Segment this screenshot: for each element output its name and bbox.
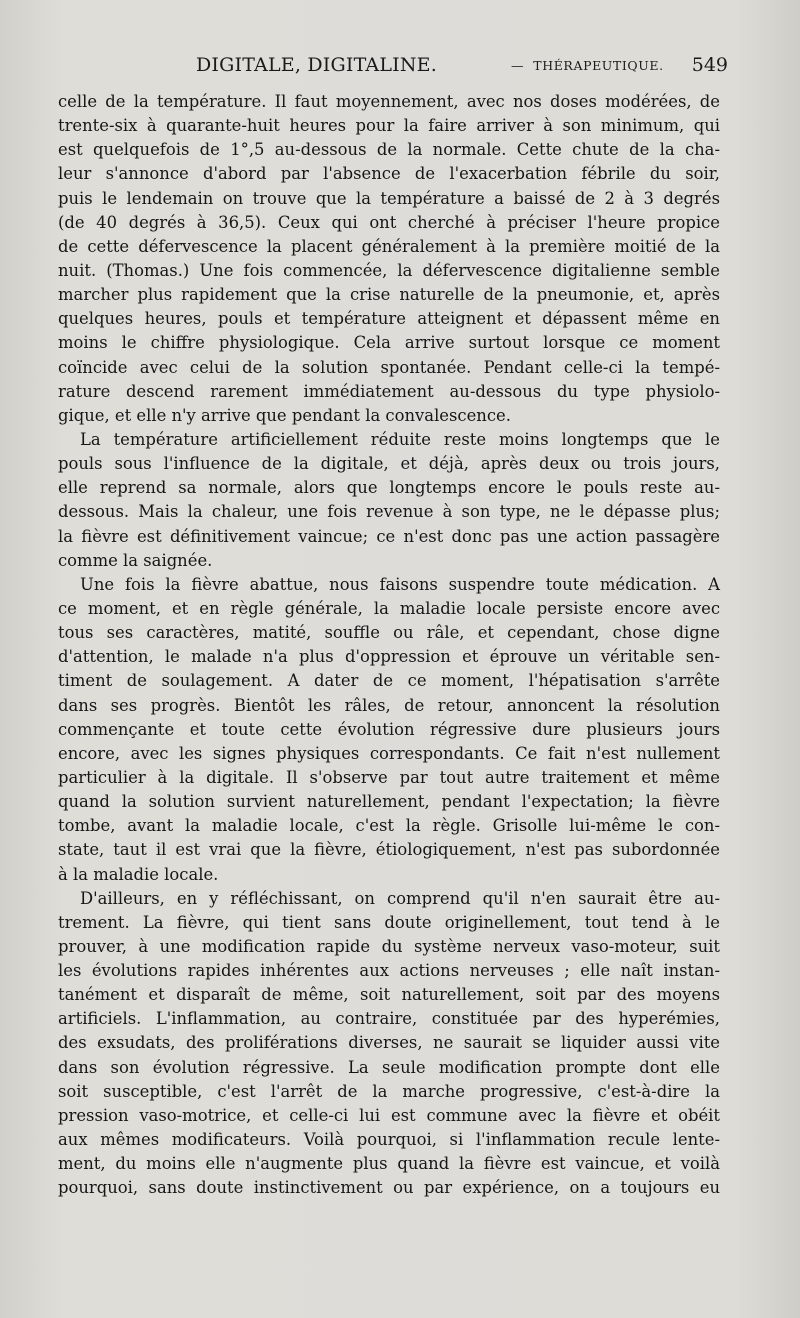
text-line: encore, avec les signes physiques correspondants. Ce fait n'est nullement [58,743,720,763]
running-head-subtitle [511,58,664,73]
text-line: puis le lendemain on trouve que la température a baissé de 2 à 3 degrés [58,188,720,208]
text-line: ce moment, et en règle générale, la maladie locale persiste encore avec [58,598,720,618]
text-line: des exsudats, des proliférations diverses, ne saurait se liquider aussi vite [58,1033,720,1053]
text-line: Une fois la fièvre abattue, nous faisons suspendre toute médication. A [80,574,720,594]
text-line: trement. La fièvre, qui tient sans doute originellement, tout tend à le [58,912,720,932]
text-line: comme la saignée. [58,550,213,570]
text-line: quand la solution survient naturellement, pendant l'expectation; la fièvre [58,792,720,812]
running-head [58,54,728,84]
text-line: dans son évolution régressive. La seule modification prompte dont elle [58,1057,720,1077]
text-line: tanément et disparaît de même, soit naturellement, soit par des moyens [58,985,720,1005]
text-line: de cette défervescence la placent généralement à la première moitié de la [58,236,720,256]
running-head-section: THÉRAPEUTIQUE. [533,58,664,73]
text-line: elle reprend sa normale, alors que longtemps encore le pouls reste au- [58,478,720,498]
text-line: tous ses caractères, matité, souffle ou râle, et cependant, chose digne [58,623,720,643]
text-line: pourquoi, sans doute instinctivement ou par expérience, on a toujours eu [58,1178,720,1198]
running-head-dash: — [511,58,525,73]
text-line: pouls sous l'influence de la digitale, et déjà, après deux ou trois jours, [58,454,720,474]
text-line: rature descend rarement immédiatement au-dessous du type physiolo- [58,381,720,401]
page-number: 549 [691,54,728,76]
text-line: marcher plus rapidement que la crise naturelle de la pneumonie, et, après [58,285,720,305]
text-line: soit susceptible, c'est l'arrêt de la marche progressive, c'est-à-dire la [58,1081,720,1101]
text-line: coïncide avec celui de la solution spontanée. Pendant celle-ci la tempé- [58,357,720,377]
text-line: celle de la température. Il faut moyennement, avec nos doses modérées, de [58,92,720,111]
text-line: à la maladie locale. [58,864,219,884]
text-line: quelques heures, pouls et température atteignent et dépassent même en [58,309,720,329]
text-line: leur s'annonce d'abord par l'absence de l'exacerbation fébrile du soir, [58,164,720,184]
text-line: La température artificiellement réduite reste moins longtemps que le [80,429,720,449]
text-line: state, taut il est vrai que la fièvre, étiologiquement, n'est pas subordonnée [58,840,720,860]
text-line: dessous. Mais la chaleur, une fois revenue à son type, ne le dépasse plus; [58,502,720,522]
text-line: aux mêmes modificateurs. Voilà pourquoi, si l'inflammation recule lente- [58,1130,720,1150]
text-line: (de 40 degrés à 36,5). Ceux qui ont cherché à préciser l'heure propice [58,212,720,232]
text-line: commençante et toute cette évolution régressive dure plusieurs jours [58,719,720,739]
text-line: nuit. (Thomas.) Une fois commencée, la défervescence digitalienne semble [58,260,720,280]
text-line: D'ailleurs, en y réfléchissant, on comprend qu'il n'en saurait être au- [80,888,720,908]
text-line: artificiels. L'inflammation, au contraire, constituée par des hyperémies, [58,1009,720,1029]
text-line: gique, et elle n'y arrive que pendant la convalescence. [58,405,511,425]
text-line: pression vaso-motrice, et celle-ci lui est commune avec la fièvre et obéit [58,1105,720,1125]
text-line: ment, du moins elle n'augmente plus quand la fièvre est vaincue, et voilà [58,1154,720,1174]
text-line: timent de soulagement. A dater de ce moment, l'hépatisation s'arrête [58,671,720,691]
text-line: tombe, avant la maladie locale, c'est la règle. Grisolle lui-même le con- [58,816,720,836]
text-line: les évolutions rapides inhérentes aux actions nerveuses ; elle naît instan- [58,961,720,981]
text-line: la fièvre est définitivement vaincue; ce n'est donc pas une action passagère [58,526,720,546]
body-text [58,90,720,1200]
text-line: trente-six à quarante-huit heures pour la faire arriver à son minimum, qui [58,116,720,136]
running-head-title: DIGITALE, DIGITALINE. [196,54,437,76]
text-line: moins le chiffre physiologique. Cela arrive surtout lorsque ce moment [58,333,720,353]
text-line: est quelquefois de 1°,5 au-dessous de la normale. Cette chute de la cha- [58,140,720,160]
text-line: d'attention, le malade n'a plus d'oppression et éprouve un véritable sen- [58,647,720,667]
text-line: dans ses progrès. Bientôt les râles, de retour, annoncent la résolution [58,695,720,715]
text-line: particulier à la digitale. Il s'observe par tout autre traitement et même [58,767,720,787]
text-line: prouver, à une modification rapide du système nerveux vaso-moteur, suit [58,936,720,956]
